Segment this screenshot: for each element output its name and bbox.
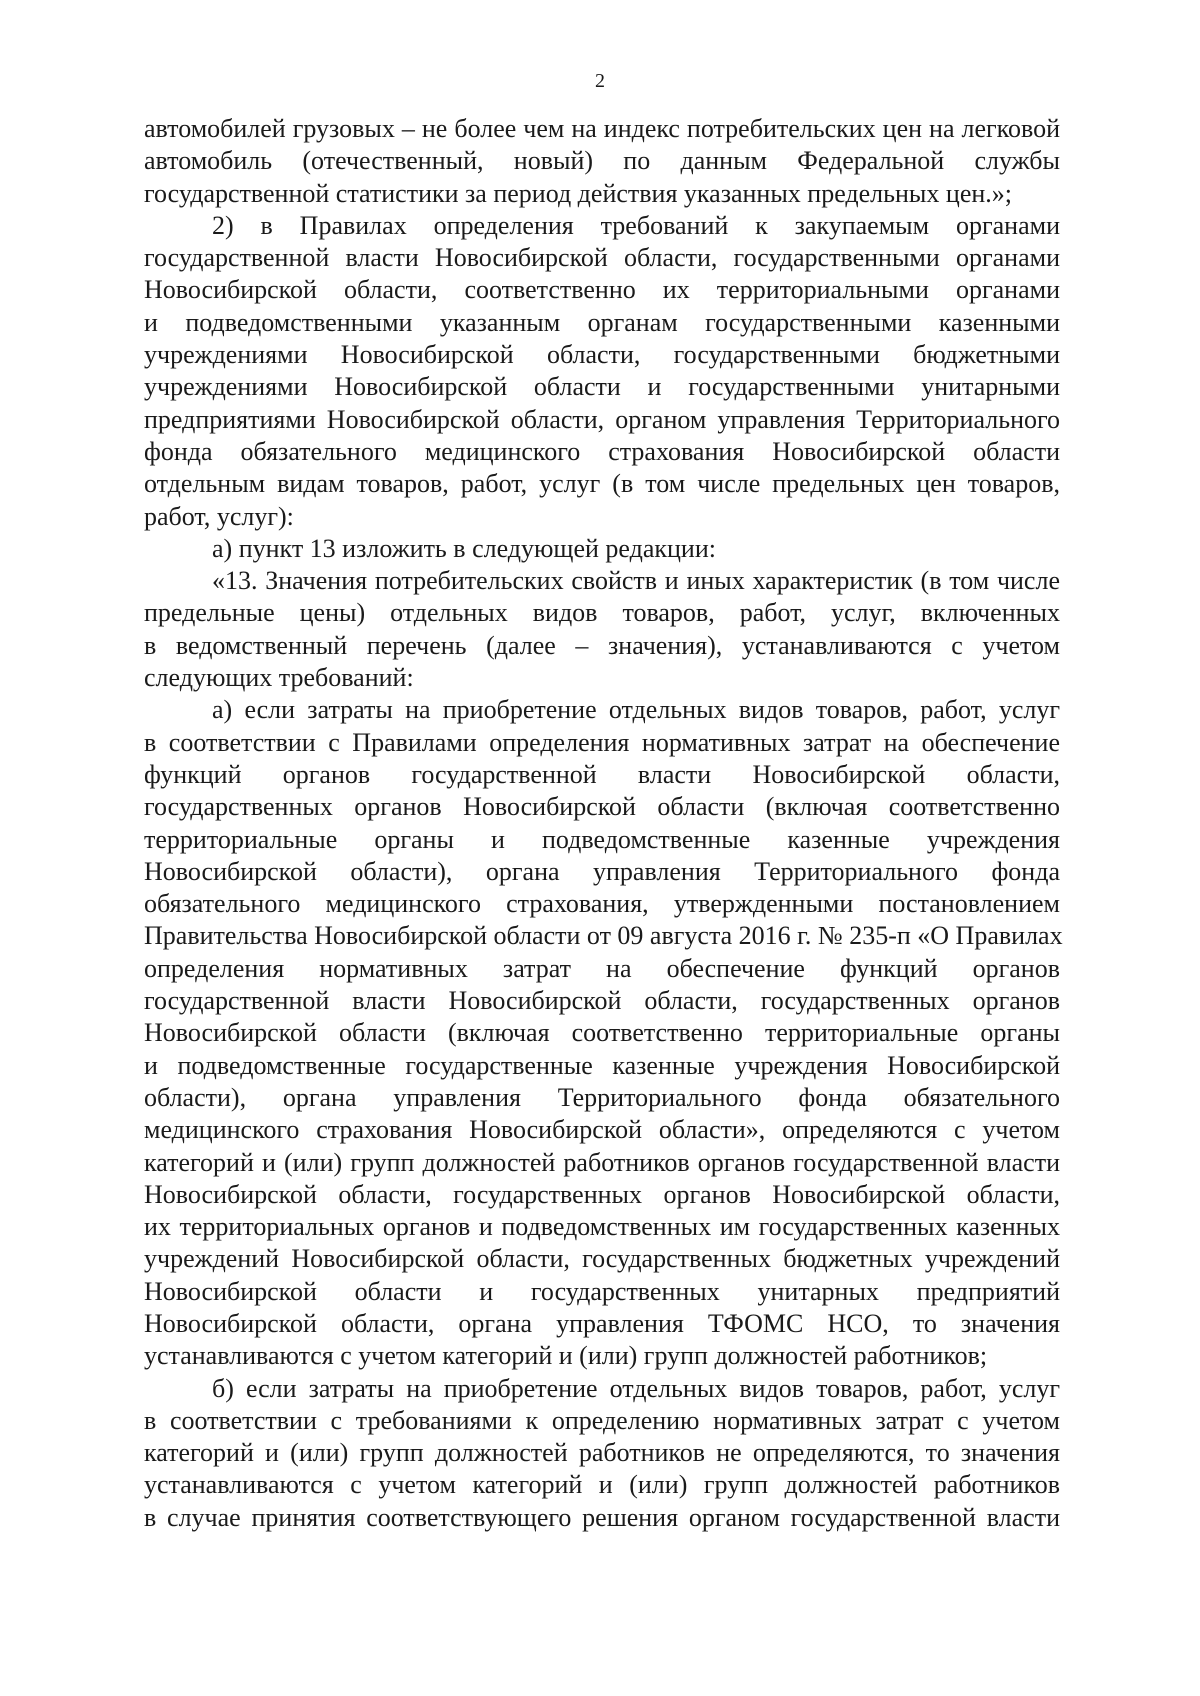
text-line: государственной статистики за период действия указанных предельных цен.»;	[144, 178, 1012, 208]
text-line: категорий и (или) групп должностей работников не определяются, то значения	[144, 1438, 1060, 1468]
text-line: в случае принятия соответствующего решения органом государственной власти	[144, 1502, 1060, 1532]
text-line: предельные цены) отдельных видов товаров, работ, услуг, включенных	[144, 598, 1060, 628]
text-line: Новосибирской области, соответственно их территориальными органами	[144, 275, 1060, 305]
text-line: государственных органов Новосибирской области (включая соответственно	[144, 792, 1060, 822]
text-line: следующих требований:	[144, 663, 414, 693]
text-line: государственной власти Новосибирской области, государственных органов	[144, 986, 1060, 1016]
text-line: обязательного медицинского страхования, утвержденными постановлением	[144, 889, 1060, 919]
text-line: Новосибирской области (включая соответственно территориальные органы	[144, 1018, 1060, 1048]
text-line: 2) в Правилах определения требований к закупаемым органами	[212, 210, 1060, 240]
text-line: государственной власти Новосибирской области, государственными органами	[144, 243, 1060, 273]
text-line: Новосибирской области и государственных унитарных предприятий	[144, 1276, 1060, 1306]
text-line: «13. Значения потребительских свойств и иных характеристик (в том числе	[212, 566, 1060, 596]
text-line: области), органа управления Территориального фонда обязательного	[144, 1082, 1060, 1112]
text-line: функций органов государственной власти Новосибирской области,	[144, 759, 1060, 789]
text-line: учреждениями Новосибирской области и государственными унитарными	[144, 372, 1060, 402]
text-line: устанавливаются с учетом категорий и (или) групп должностей работников	[144, 1470, 1060, 1500]
text-line: устанавливаются с учетом категорий и (или) групп должностей работников;	[144, 1341, 988, 1371]
text-line: учреждений Новосибирской области, государственных бюджетных учреждений	[144, 1244, 1060, 1274]
text-line: в ведомственный перечень (далее – значения), устанавливаются с учетом	[144, 630, 1060, 660]
text-line: автомобиль (отечественный, новый) по данным Федеральной службы	[144, 146, 1060, 176]
text-line: их территориальных органов и подведомственных им государственных казенных	[144, 1212, 1060, 1242]
text-line: медицинского страхования Новосибирской области», определяются с учетом	[144, 1115, 1060, 1145]
text-line: Новосибирской области), органа управления Территориального фонда	[144, 856, 1060, 886]
text-line: б) если затраты на приобретение отдельных видов товаров, работ, услуг	[212, 1373, 1060, 1403]
text-line: работ, услуг):	[144, 501, 294, 531]
text-line: Новосибирской области, государственных органов Новосибирской области,	[144, 1179, 1060, 1209]
text-line: в соответствии с требованиями к определению нормативных затрат с учетом	[144, 1405, 1060, 1435]
text-line: территориальные органы и подведомственные казенные учреждения	[144, 824, 1060, 854]
text-line: в соответствии с Правилами определения нормативных затрат на обеспечение	[144, 727, 1060, 757]
text-line: фонда обязательного медицинского страхования Новосибирской области	[144, 436, 1060, 466]
text-line: предприятиями Новосибирской области, органом управления Территориального	[144, 404, 1060, 434]
document-body	[144, 113, 1063, 1534]
text-line: отдельным видам товаров, работ, услуг (в том числе предельных цен товаров,	[144, 469, 1060, 499]
text-line: и подведомственными указанным органам государственными казенными	[144, 307, 1060, 337]
text-line: а) если затраты на приобретение отдельных видов товаров, работ, услуг	[212, 695, 1060, 725]
page-number: 2	[595, 70, 605, 92]
text-line: Новосибирской области, органа управления ТФОМС НСО, то значения	[144, 1308, 1060, 1338]
text-line: и подведомственные государственные казенные учреждения Новосибирской	[144, 1050, 1060, 1080]
text-line: а) пункт 13 изложить в следующей редакции:	[212, 533, 716, 563]
text-line: автомобилей грузовых – не более чем на индекс потребительских цен на легковой	[144, 114, 1060, 143]
text-line: Правительства Новосибирской области от 09 августа 2016 г. № 235-п «О Правилах	[144, 921, 1063, 951]
text-line: учреждениями Новосибирской области, государственными бюджетными	[144, 340, 1060, 370]
text-line: категорий и (или) групп должностей работников органов государственной власти	[144, 1147, 1060, 1177]
text-line: определения нормативных затрат на обеспечение функций органов	[144, 953, 1060, 983]
